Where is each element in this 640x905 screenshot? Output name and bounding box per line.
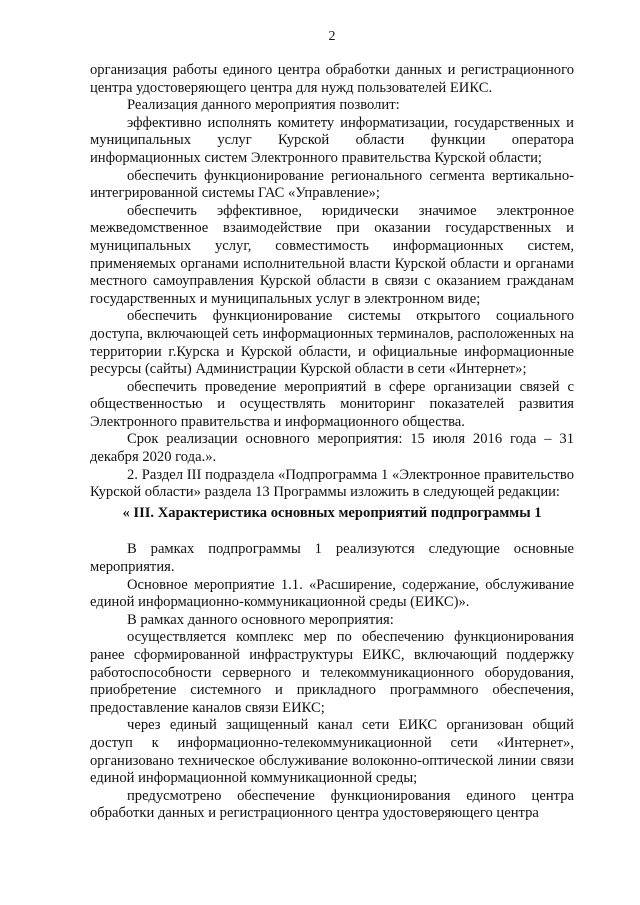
paragraph: обеспечить функционирование регионального сегмента вертикально-интегрированной системы ГАС «Управление»; <box>90 167 574 202</box>
paragraphs-before <box>90 62 574 502</box>
paragraph: предусмотрено обеспечение функционирования единого центра обработки данных и регистрационного центра удостоверяющего центра <box>90 787 574 822</box>
paragraph: эффективно исполнять комитету информатизации, государственных и муниципальных услуг Курской области функции оператора информационных систем Электронного правительства Курской области; <box>90 114 574 166</box>
paragraph: Срок реализации основного мероприятия: 15 июля 2016 года – 31 декабря 2020 года.». <box>90 431 574 466</box>
paragraph: обеспечить эффективное, юридически значимое электронное межведомственное взаимодействие при оказании государственных и муниципальных услуг, совместимость информационных систем, применяемых органами исполнительной власти Курской области и органами местного самоуправления Курской области в связи с оказанием гражданам государственных и муниципальных услуг в электронном виде; <box>90 202 574 307</box>
paragraph: В рамках данного основного мероприятия: <box>127 611 394 628</box>
paragraph: Реализация данного мероприятия позволит: <box>127 97 400 114</box>
paragraphs-after <box>90 541 574 823</box>
paragraph: обеспечить функционирование системы открытого социального доступа, включающей сеть информационных терминалов, расположенных на территории г.Курска и Курской области, и официальные информационные ресурсы (сайты) Администрации Курской области в сети «Интернет»; <box>90 308 574 378</box>
spacer <box>90 522 574 541</box>
paragraph: организация работы единого центра обработки данных и регистрационного центра удостоверяющего центра для нужд пользователей ЕИКС. <box>90 62 574 96</box>
paragraph: Основное мероприятие 1.1. «Расширение, содержание, обслуживание единой информационно-коммуникационной среды (ЕИКС)». <box>90 576 574 611</box>
section-heading: « III. Характеристика основных мероприятий подпрограммы 1 <box>122 504 542 521</box>
paragraph: через единый защищенный канал сети ЕИКС организован общий доступ к информационно-телекоммуникационной сети «Интернет», организовано техническое обслуживание волоконно-оптической линии связи единой информационной коммуникационной среды; <box>90 717 574 787</box>
document-body <box>90 62 574 823</box>
paragraph: В рамках подпрограммы 1 реализуются следующие основные мероприятия. <box>90 541 574 576</box>
page-number: 2 <box>328 29 336 44</box>
paragraph: обеспечить проведение мероприятий в сфере организации связей с общественностью и осуществлять мониторинг показателей развития Электронного правительства и информационного общества. <box>90 378 574 430</box>
paragraph: осуществляется комплекс мер по обеспечению функционирования ранее сформированной инфраструктуры ЕИКС, включающий поддержку работоспособности серверного и телекоммуникационного оборудования, приобретение системного и прикладного программного обеспечения, предоставление каналов связи ЕИКС; <box>90 629 574 716</box>
paragraph: 2. Раздел III подраздела «Подпрограмма 1 «Электронное правительство Курской области» раздела 13 Программы изложить в следующей редакции: <box>90 466 574 501</box>
